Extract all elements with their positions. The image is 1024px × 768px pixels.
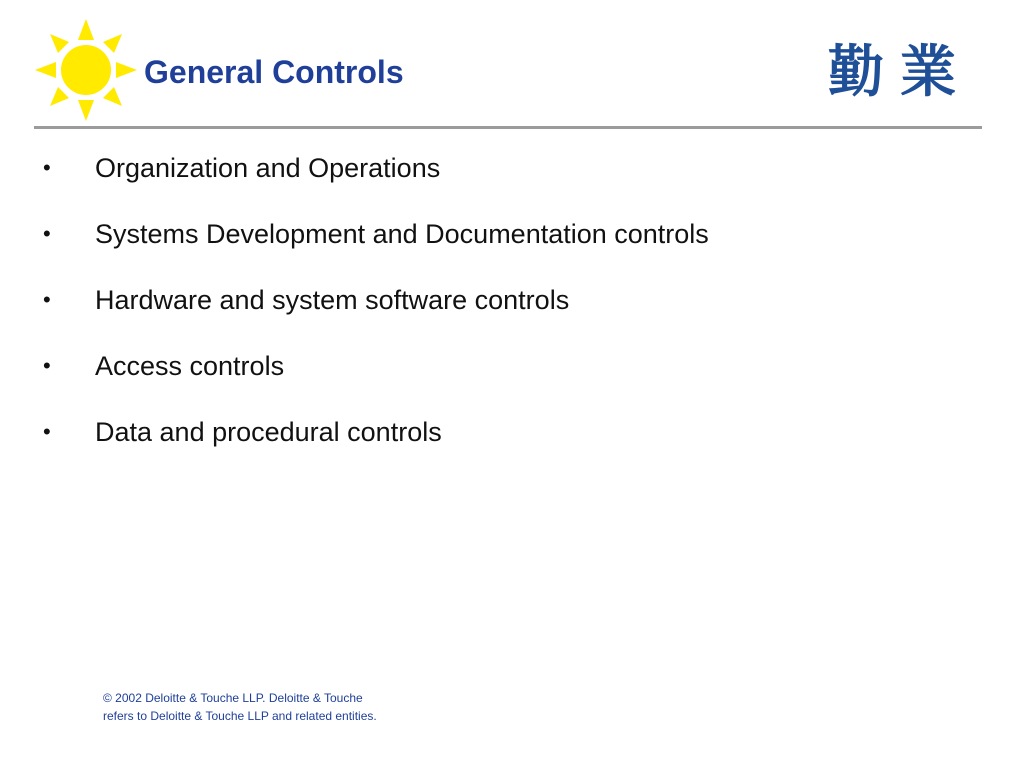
logo-chinese-text: 勤業 <box>828 40 972 105</box>
bullet-dot-icon: • <box>43 155 51 180</box>
bullet-item <box>40 212 709 278</box>
bullet-text: Organization and Operations <box>95 153 441 183</box>
header-divider <box>34 126 982 129</box>
bullet-item <box>40 410 709 476</box>
sun-icon <box>34 18 138 122</box>
bullet-dot-icon: • <box>43 419 51 444</box>
bullet-dot-icon: • <box>43 287 51 312</box>
copyright-line-2: refers to Deloitte & Touche LLP and related entities. <box>103 709 377 723</box>
bullet-dot-icon: • <box>43 221 51 246</box>
copyright-line-1: © 2002 Deloitte & Touche LLP. Deloitte & Touche <box>103 691 363 705</box>
bullet-text: Access controls <box>95 351 285 381</box>
slide-title: General Controls <box>144 54 404 90</box>
bullet-text: Hardware and system software controls <box>95 285 570 315</box>
bullet-item <box>40 344 709 410</box>
bullet-item <box>40 146 709 212</box>
copyright-footer <box>103 689 377 725</box>
bullet-item <box>40 278 709 344</box>
bullet-text: Systems Development and Documentation controls <box>95 219 709 249</box>
bullet-dot-icon: • <box>43 353 51 378</box>
bullet-text: Data and procedural controls <box>95 417 442 447</box>
bullet-list <box>40 146 709 476</box>
